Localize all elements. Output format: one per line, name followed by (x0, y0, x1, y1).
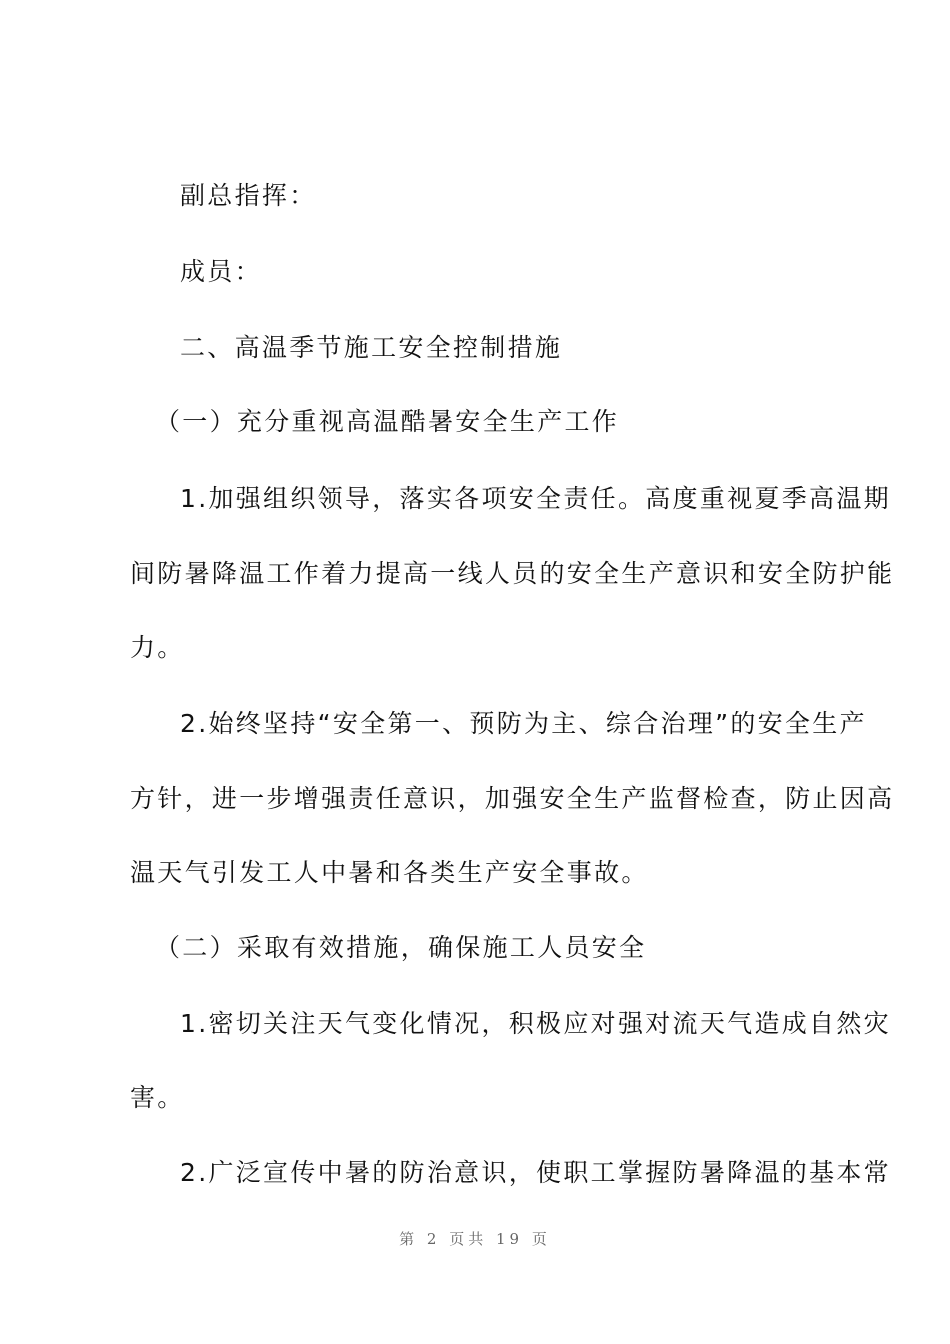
paragraph-line: 1.密切关注天气变化情况，积极应对强对流天气造成自然灾 (180, 1009, 891, 1038)
paragraph-line: 温天气引发工人中暑和各类生产安全事故。 (130, 858, 649, 887)
paragraph-line: 方针，进一步增强责任意识，加强安全生产监督检查，防止因高 (130, 784, 895, 813)
page-number-footer: 第 2 页共 19 页 (399, 1230, 551, 1248)
paragraph-line: 1.加强组织领导，落实各项安全责任。高度重视夏季高温期 (180, 484, 891, 513)
text-line-deputy-commander: 副总指挥： (180, 181, 317, 210)
paragraph-line: 间防暑降温工作着力提高一线人员的安全生产意识和安全防护能 (130, 559, 895, 588)
paragraph-line: 力。 (130, 633, 185, 662)
subsection-heading-2: （二）采取有效措施，确保施工人员安全 (155, 933, 647, 962)
section-heading-2: 二、高温季节施工安全控制措施 (180, 333, 563, 362)
paragraph-line: 2.始终坚持“安全第一、预防为主、综合治理”的安全生产 (180, 709, 867, 738)
subsection-heading-1: （一）充分重视高温酷暑安全生产工作 (155, 407, 620, 436)
paragraph-line: 2.广泛宣传中暑的防治意识，使职工掌握防暑降温的基本常 (180, 1158, 891, 1187)
text-line-members: 成员： (180, 257, 262, 286)
paragraph-line: 害。 (130, 1083, 185, 1112)
